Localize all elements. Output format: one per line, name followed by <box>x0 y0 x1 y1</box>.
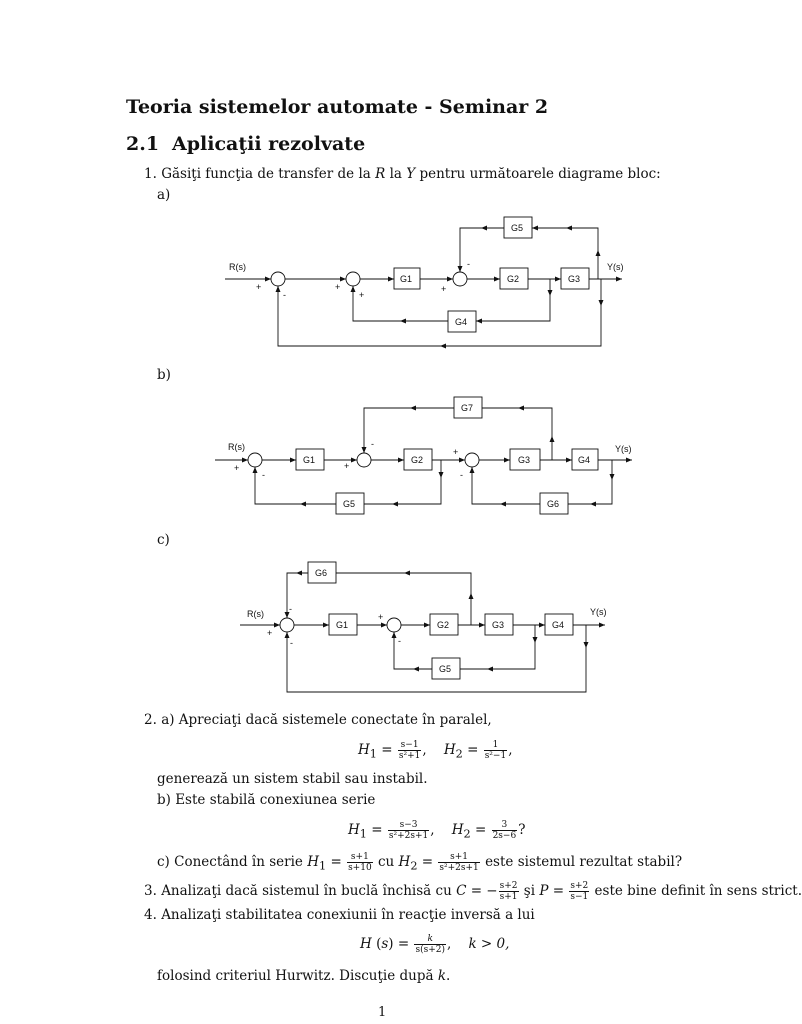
problem-3-text-b: şi <box>519 883 540 899</box>
block-g5-label: G5 <box>439 664 452 674</box>
sign: - <box>290 638 293 648</box>
var-r: R <box>375 166 386 182</box>
sign: + <box>344 461 350 471</box>
block-g2-label: G2 <box>411 455 424 465</box>
problem-2-number: 2. <box>144 712 157 728</box>
section-title: Aplicaţii rezolvate <box>172 133 366 155</box>
math-sub: 2 <box>455 747 463 761</box>
numerator: s+2 <box>499 881 518 891</box>
problem-2a-conclusion: generează un sistem stabil sau instabil. <box>157 771 428 787</box>
equation-4: H (s) = $\frac{k}{s(s+2)}$ , k > 0, <box>360 934 510 955</box>
sign: - <box>289 604 292 614</box>
sign: + <box>234 463 240 473</box>
block-g3-label: G3 <box>492 620 505 630</box>
denominator: s²−1 <box>484 751 507 761</box>
numerator: 1 <box>484 740 508 751</box>
block-g4-label: G4 <box>552 620 565 630</box>
fraction <box>499 881 519 902</box>
problem-3-number: 3. <box>144 883 157 899</box>
page-number: 1 <box>378 1005 387 1020</box>
var-y: Y <box>406 166 416 182</box>
problem-1-text-c: pentru următoarele diagrame bloc: <box>415 166 661 182</box>
numerator: 3 <box>492 820 518 831</box>
denominator: 2s−6 <box>492 831 517 841</box>
label-a: a) <box>157 187 171 203</box>
diagram-b-output: Y(s) <box>615 444 632 454</box>
diagram-c-output: Y(s) <box>590 607 607 617</box>
numerator: s−1 <box>398 740 422 751</box>
problem-2c-text-b: cu <box>373 854 399 870</box>
problem-2b-text: b) Este stabilă conexiunea serie <box>157 792 376 808</box>
sign: + <box>359 290 365 300</box>
condition: k > 0, <box>468 936 510 952</box>
sign: - <box>398 636 401 646</box>
fraction <box>388 820 429 841</box>
problem-3-text-a: Analizaţi dacă sistemul în buclă închisă cu <box>161 883 457 899</box>
fraction <box>347 852 373 873</box>
label-b: b) <box>157 367 171 383</box>
block-g5-label: G5 <box>343 499 356 509</box>
problem-2c-text-a: c) Conectând în serie <box>157 854 308 870</box>
math-sub: 1 <box>369 747 377 761</box>
problem-4 <box>144 907 535 923</box>
sign: - <box>467 259 470 269</box>
fraction <box>484 740 508 761</box>
denominator: s+1 <box>499 892 518 902</box>
sign: - <box>262 470 265 480</box>
sign: + <box>256 282 262 292</box>
numerator: k <box>414 934 446 945</box>
problem-2a-text: a) Apreciaţi dacă sistemele conectate în paralel, <box>161 712 492 728</box>
sign: + <box>335 282 341 292</box>
equation-2b: $H_1$ = $\frac{s-3}{\text{s²+2s+1}}$ , $H_2$ = $\frac{3}{2s-6}$ ? <box>348 820 526 841</box>
problem-2c-text-c: este sistemul rezultat stabil? <box>480 854 683 870</box>
denominator: s−1 <box>570 892 589 902</box>
sign: + <box>441 284 447 294</box>
problem-3-text-c: este bine definit în sens strict. <box>590 883 802 899</box>
block-g6-label: G6 <box>547 499 560 509</box>
block-g1-label: G1 <box>303 455 316 465</box>
problem-4-number: 4. <box>144 907 157 923</box>
var-k: k <box>437 968 447 984</box>
block-g1-label: G1 <box>400 274 413 284</box>
numerator: s+2 <box>570 881 589 891</box>
diagram-c-input: R(s) <box>247 609 264 619</box>
section-heading <box>126 133 365 155</box>
period: . <box>446 968 451 984</box>
problem-4-conclusion-text: folosind criteriul Hurwitz. Discuţie după <box>157 968 438 984</box>
problem-1 <box>144 166 661 182</box>
problem-1-text-a: Găsiţi funcţia de transfer de la <box>161 166 376 182</box>
problem-2 <box>144 712 492 728</box>
sign: + <box>267 628 273 638</box>
fraction <box>492 820 518 841</box>
fraction <box>398 740 422 761</box>
problem-4-conclusion <box>157 968 450 984</box>
problem-1-number: 1. <box>144 166 157 182</box>
label-c: c) <box>157 532 170 548</box>
math-h: H <box>443 742 456 758</box>
block-g7-label: G7 <box>461 403 474 413</box>
block-g2-label: G2 <box>437 620 450 630</box>
block-diagram-c <box>0 558 768 698</box>
block-g1-label: G1 <box>336 620 349 630</box>
sign: - <box>460 470 463 480</box>
block-diagram-a <box>0 210 768 360</box>
sign: - <box>283 290 286 300</box>
block-diagram-b <box>0 390 768 530</box>
diagram-b-input: R(s) <box>228 442 245 452</box>
problem-1-text-b: la <box>385 166 407 182</box>
equation-2a: $H_1$ = $\frac{s-1}{\text{s²+1}}$ , $H_2$ = $\frac{1}{\text{s²−1}}$ , <box>358 740 513 761</box>
sign: + <box>453 447 459 457</box>
math-h: H <box>358 742 370 758</box>
denominator: s²+2s+1 <box>439 863 479 873</box>
problem-2c: c) Conectând în serie $H_1$ = $\frac{s+1}{s+10}$ cu $H_2$ = $\frac{s+1}{\text{s²+2s+1}}$ este sistemul rezultat stabil? <box>157 852 683 873</box>
problem-3: 3. Analizaţi dacă sistemul în buclă închisă cu C = − $\frac{s+2}{s+1}$ şi P = $\frac{s+2}{s-1}$ este bine definit în sens strict. <box>144 881 802 902</box>
diagram-a-input: R(s) <box>229 262 246 272</box>
numerator: s+1 <box>438 852 479 863</box>
block-g3-label: G3 <box>518 455 531 465</box>
section-number: 2.1 <box>126 133 160 155</box>
numerator: s−3 <box>388 820 429 831</box>
fraction <box>569 881 589 902</box>
block-g6-label: G6 <box>315 568 328 578</box>
diagram-a-output: Y(s) <box>607 262 624 272</box>
problem-4-text: Analizaţi stabilitatea conexiunii în reacţie inversă a lui <box>161 907 535 923</box>
denominator: s(s+2) <box>415 945 445 955</box>
block-g2-label: G2 <box>507 274 520 284</box>
sign: - <box>371 439 374 449</box>
fraction <box>414 934 446 955</box>
denominator: s+10 <box>348 863 372 873</box>
block-g5-label: G5 <box>511 223 524 233</box>
numerator: s+1 <box>347 852 373 863</box>
page-title: Teoria sistemelor automate - Seminar 2 <box>126 96 549 118</box>
denominator: s²+2s+1 <box>388 831 429 841</box>
denominator: s²+1 <box>398 751 421 761</box>
block-g3-label: G3 <box>568 274 581 284</box>
block-g4-label: G4 <box>578 455 591 465</box>
fraction <box>438 852 479 873</box>
sign: + <box>378 612 384 622</box>
block-g4-label: G4 <box>455 317 468 327</box>
